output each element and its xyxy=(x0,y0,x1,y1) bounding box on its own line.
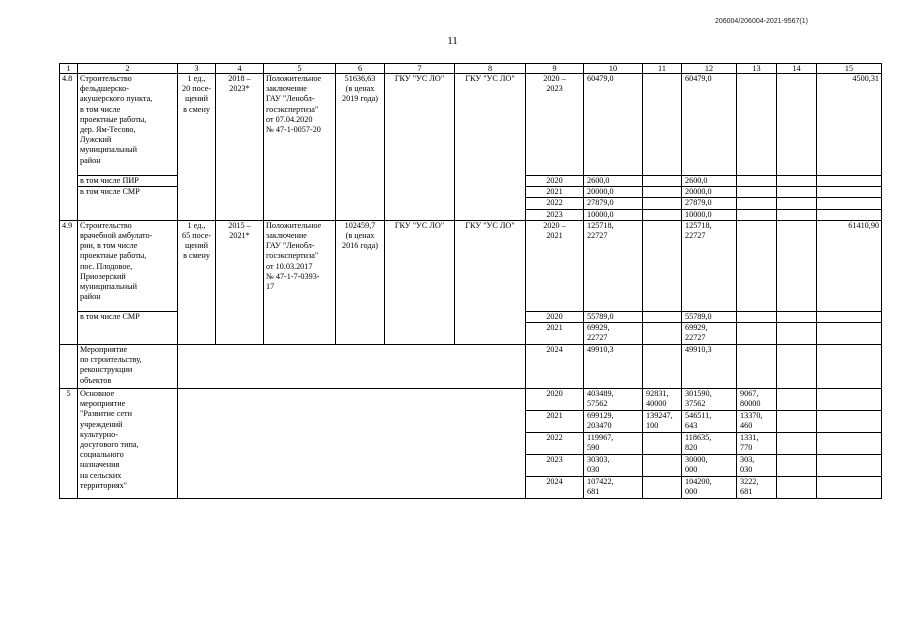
local-value xyxy=(737,74,777,176)
other-value xyxy=(777,74,817,176)
federal-value xyxy=(643,198,682,209)
year: 2021 xyxy=(526,411,584,433)
federal-value xyxy=(643,209,682,220)
total-value: 699129, 203470 xyxy=(584,411,643,433)
col-header: 9 xyxy=(526,64,584,74)
total-value: 69929, 22727 xyxy=(584,323,643,345)
regional-value: 301590, 37562 xyxy=(682,389,737,411)
other-value xyxy=(777,220,817,311)
empty-span xyxy=(178,345,526,389)
col-header: 5 xyxy=(264,64,336,74)
federal-value xyxy=(643,323,682,345)
col-header: 11 xyxy=(643,64,682,74)
total-value: 60479,0 xyxy=(584,74,643,176)
col-header: 10 xyxy=(584,64,643,74)
value-col15: 61410,90 xyxy=(817,220,882,311)
table-row xyxy=(60,345,882,389)
years: 2018 – 2023* xyxy=(216,74,264,221)
local-value: 303, 030 xyxy=(737,455,777,477)
other-value xyxy=(777,198,817,209)
col-header: 15 xyxy=(817,64,882,74)
other-value xyxy=(777,477,817,499)
value-col15: 4500,31 xyxy=(817,74,882,176)
value-col15 xyxy=(817,389,882,411)
federal-value: 139247, 100 xyxy=(643,411,682,433)
regional-value: 546511, 643 xyxy=(682,411,737,433)
other-value xyxy=(777,411,817,433)
sub-label: в том числе СМР xyxy=(78,311,178,344)
column-number-row xyxy=(60,64,882,74)
other-value xyxy=(777,345,817,389)
expert-conclusion: Положительное заключение ГАУ "Ленобл- госэкспертиза" от 07.04.2020 № 47-1-0057-20 xyxy=(264,74,336,221)
regional-value: 69929, 22727 xyxy=(682,323,737,345)
regional-value: 10000,0 xyxy=(682,209,737,220)
federal-value xyxy=(643,176,682,187)
year: 2021 xyxy=(526,323,584,345)
value-col15 xyxy=(817,411,882,433)
event-name: Основное мероприятие "Развитие сети учреждений культурно- досугового типа, социального назначения на сельских территориях" xyxy=(78,389,178,499)
event-name: Мероприятие по строительству, реконструкции объектов xyxy=(78,345,178,389)
program-table xyxy=(59,63,882,499)
regional-value: 2600,0 xyxy=(682,176,737,187)
regional-value: 30000, 000 xyxy=(682,455,737,477)
period: 2020 – 2021 xyxy=(526,220,584,311)
value-col15 xyxy=(817,311,882,322)
col-header: 8 xyxy=(455,64,526,74)
col-header: 1 xyxy=(60,64,78,74)
local-value: 9067, 80000 xyxy=(737,389,777,411)
year: 2024 xyxy=(526,477,584,499)
value-col15 xyxy=(817,455,882,477)
local-value xyxy=(737,220,777,311)
year: 2020 xyxy=(526,176,584,187)
value-col15 xyxy=(817,477,882,499)
col-header: 4 xyxy=(216,64,264,74)
regional-value: 49910,3 xyxy=(682,345,737,389)
regional-value: 27879,0 xyxy=(682,198,737,209)
table-row xyxy=(60,220,882,311)
sub-label: в том числе ПИР xyxy=(78,176,178,187)
col-header: 7 xyxy=(385,64,455,74)
cost: 51636,63 (в ценах 2019 года) xyxy=(336,74,385,221)
local-value xyxy=(737,198,777,209)
table-row xyxy=(60,74,882,176)
federal-value xyxy=(643,74,682,176)
total-value: 125718, 22727 xyxy=(584,220,643,311)
table-row xyxy=(60,389,882,411)
year: 2023 xyxy=(526,455,584,477)
customer: ГКУ "УС ЛО" xyxy=(385,74,455,221)
federal-value xyxy=(643,187,682,198)
other-value xyxy=(777,176,817,187)
other-value xyxy=(777,187,817,198)
col-header: 13 xyxy=(737,64,777,74)
regional-value: 104200, 000 xyxy=(682,477,737,499)
expert-conclusion: Положительное заключение ГАУ "Ленобл- госэкспертиза" от 10.03.2017 № 47-1-7-0393- 17 xyxy=(264,220,336,344)
total-value: 55789,0 xyxy=(584,311,643,322)
year: 2021 xyxy=(526,187,584,198)
row-number: 4.9 xyxy=(60,220,78,344)
total-value: 27879,0 xyxy=(584,198,643,209)
regional-value: 20000,0 xyxy=(682,187,737,198)
period: 2020 – 2023 xyxy=(526,74,584,176)
year: 2020 xyxy=(526,311,584,322)
total-value: 49910,3 xyxy=(584,345,643,389)
local-value: 13370, 460 xyxy=(737,411,777,433)
col-header: 12 xyxy=(682,64,737,74)
total-value: 20000,0 xyxy=(584,187,643,198)
contractor: ГКУ "УС ЛО" xyxy=(455,74,526,221)
value-col15 xyxy=(817,323,882,345)
contractor: ГКУ "УС ЛО" xyxy=(455,220,526,344)
year: 2020 xyxy=(526,389,584,411)
total-value: 2600,0 xyxy=(584,176,643,187)
object-name: Строительство фельдшерско- акушерского пункта, в том числе проектные работы, дер. Ям-Тесово, Лужский муниципальный район xyxy=(78,74,178,176)
value-col15 xyxy=(817,345,882,389)
empty-span xyxy=(178,389,526,499)
local-value xyxy=(737,187,777,198)
total-value: 10000,0 xyxy=(584,209,643,220)
row-number: 4.8 xyxy=(60,74,78,221)
capacity: 1 ед., 65 посе- щений в смену xyxy=(178,220,216,344)
federal-value xyxy=(643,477,682,499)
other-value xyxy=(777,389,817,411)
customer: ГКУ "УС ЛО" xyxy=(385,220,455,344)
federal-value xyxy=(643,345,682,389)
local-value xyxy=(737,323,777,345)
year: 2022 xyxy=(526,198,584,209)
year: 2022 xyxy=(526,433,584,455)
regional-value: 60479,0 xyxy=(682,74,737,176)
year: 2023 xyxy=(526,209,584,220)
federal-value xyxy=(643,220,682,311)
total-value: 107422, 681 xyxy=(584,477,643,499)
regional-value: 55789,0 xyxy=(682,311,737,322)
other-value xyxy=(777,433,817,455)
total-value: 119967, 590 xyxy=(584,433,643,455)
federal-value xyxy=(643,311,682,322)
federal-value xyxy=(643,455,682,477)
value-col15 xyxy=(817,209,882,220)
total-value: 403489, 57562 xyxy=(584,389,643,411)
other-value xyxy=(777,209,817,220)
other-value xyxy=(777,323,817,345)
local-value xyxy=(737,209,777,220)
other-value xyxy=(777,455,817,477)
local-value: 3222, 681 xyxy=(737,477,777,499)
other-value xyxy=(777,311,817,322)
local-value xyxy=(737,311,777,322)
document-id: 206004/206004-2021-9567(1) xyxy=(714,18,808,25)
local-value xyxy=(737,176,777,187)
local-value: 1331, 770 xyxy=(737,433,777,455)
col-header: 14 xyxy=(777,64,817,74)
col-header: 6 xyxy=(336,64,385,74)
row-number: 5 xyxy=(60,389,78,499)
sub-label: в том числе СМР xyxy=(78,187,178,221)
total-value: 30303, 030 xyxy=(584,455,643,477)
regional-value: 118635, 820 xyxy=(682,433,737,455)
value-col15 xyxy=(817,198,882,209)
years: 2015 – 2021* xyxy=(216,220,264,344)
local-value xyxy=(737,345,777,389)
cost: 102459,7 (в ценах 2016 года) xyxy=(336,220,385,344)
value-col15 xyxy=(817,433,882,455)
page-number: 11 xyxy=(447,35,458,47)
federal-value: 92831, 40000 xyxy=(643,389,682,411)
year: 2024 xyxy=(526,345,584,389)
col-header: 3 xyxy=(178,64,216,74)
value-col15 xyxy=(817,187,882,198)
capacity: 1 ед., 20 посе- щений в смену xyxy=(178,74,216,221)
col-header: 2 xyxy=(78,64,178,74)
object-name: Строительство врачебной амбулато- рии, в том числе проектные работы, пос. Плодовое, Приозерский муниципальный район xyxy=(78,220,178,311)
regional-value: 125718, 22727 xyxy=(682,220,737,311)
row-number xyxy=(60,345,78,389)
federal-value xyxy=(643,433,682,455)
value-col15 xyxy=(817,176,882,187)
